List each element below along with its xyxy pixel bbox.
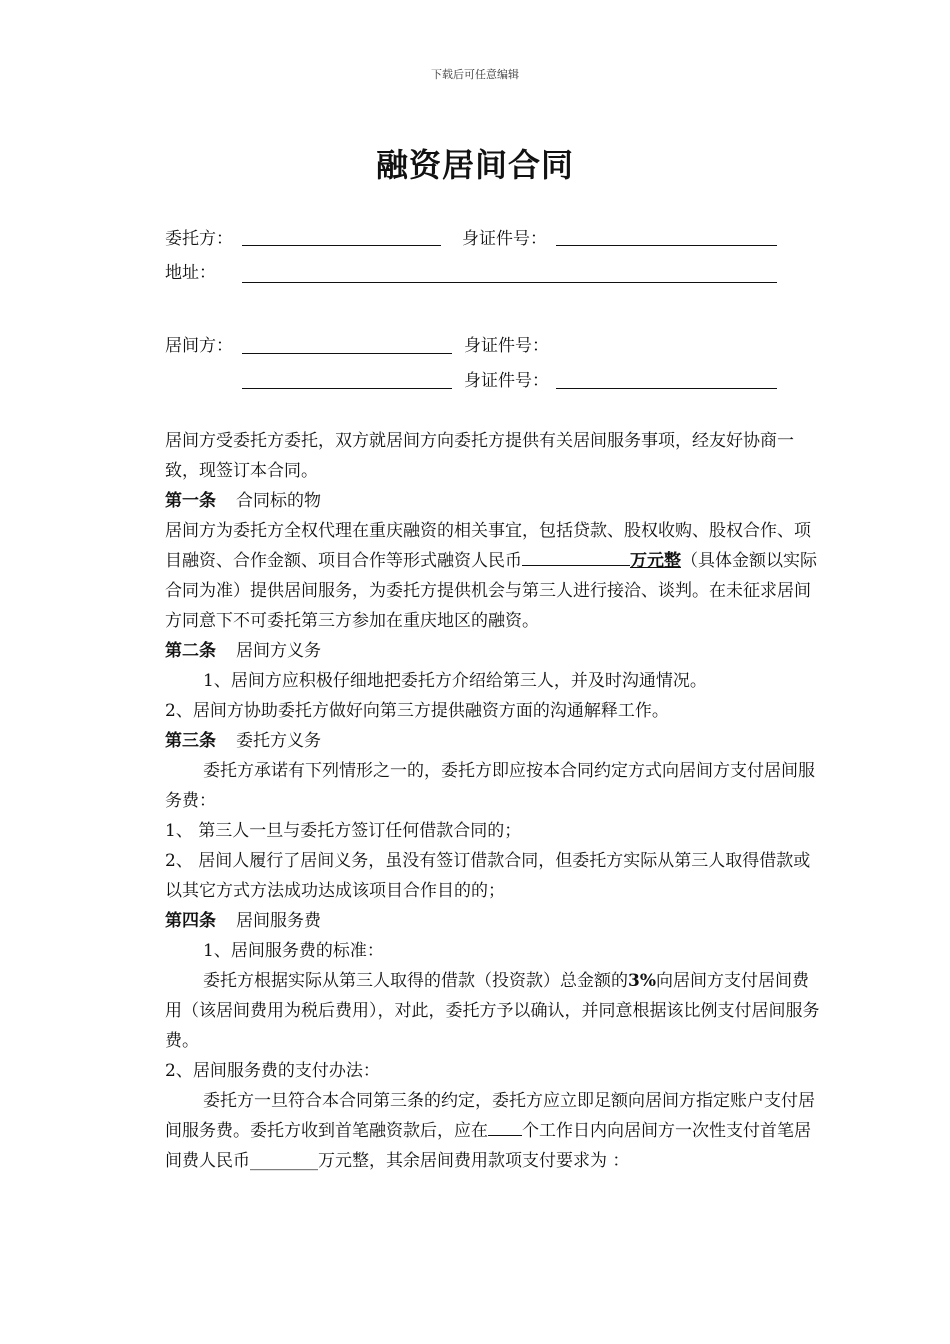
- broker-label: 居间方：: [165, 336, 233, 356]
- broker-id-label: 身证件号：: [464, 336, 549, 356]
- article-3-heading: 第三条 委托方义务: [165, 731, 321, 751]
- address-blank[interactable]: [242, 282, 777, 283]
- address-label: 地址：: [165, 263, 216, 283]
- article-3-intro: 委托方承诺有下列情形之一的，委托方即应按本合同约定方式向居间方支付居间服务费：: [165, 761, 815, 811]
- contract-body: [165, 426, 825, 1176]
- amount-blank[interactable]: [522, 547, 630, 566]
- client-id-blank[interactable]: [556, 245, 777, 246]
- article-4-heading: 第四条 居间服务费: [165, 911, 321, 931]
- article-2-item-1: 1、居间方应积极仔细地把委托方介绍给第三人，并及时沟通情况。: [203, 671, 707, 691]
- client-id-label: 身证件号：: [462, 229, 547, 249]
- broker-name-blank[interactable]: [242, 353, 452, 354]
- article-3-item-2: 2、 居间人履行了居间义务，虽没有签订借款合同，但委托方实际从第三人取得借款或以其它方式方法成功达成该项目合作目的的；: [165, 851, 811, 901]
- intro-paragraph: 居间方受委托方委托，双方就居间方向委托方提供有关居间服务事项，经友好协商一致，现签订本合同。: [165, 431, 794, 481]
- article-1-heading: 第一条 合同标的物: [165, 491, 321, 511]
- article-4-payment: 委托方一旦符合本合同第三条的约定，委托方应立即足额向居间方指定账户支付居间服务费。委托方收到首笔融资款后，应在 个工作日内向居间方一次性支付首笔居间费人民币________万元整，其余居间费用款项支付要求为 ：: [165, 1091, 815, 1171]
- workday-blank[interactable]: [488, 1117, 522, 1136]
- contract-title: 融资居间合同: [375, 146, 574, 184]
- page-header-note: 下载后可任意编辑: [431, 68, 519, 81]
- client-name-blank[interactable]: [242, 245, 441, 246]
- article-2-heading: 第二条 居间方义务: [165, 641, 321, 661]
- article-2-item-2: 2、居间方协助委托方做好向第三方提供融资方面的沟通解释工作。: [165, 701, 669, 721]
- first-fee-blank[interactable]: ________: [250, 1151, 318, 1171]
- fee-rate: 3%: [628, 971, 656, 991]
- article-4-standard: 委托方根据实际从第三人取得的借款（投资款）总金额的3%向居间方支付居间费用（该居间费用为税后费用），对此，委托方予以确认，并同意根据该比例支付居间服务费。: [165, 971, 820, 1051]
- broker-id-blank-2[interactable]: [556, 388, 777, 389]
- amount-unit: 万元整: [630, 551, 681, 571]
- article-3-item-1: 1、 第三人一旦与委托方签订任何借款合同的；: [165, 821, 522, 841]
- broker-name-blank-2[interactable]: [242, 388, 452, 389]
- article-4-sub-1: 1、居间服务费的标准：: [203, 941, 384, 961]
- article-1-text: 居间方为委托方全权代理在重庆融资的相关事宜，包括贷款、股权收购、股权合作、项目融资、合作金额、项目合作等形式融资人民币 万元整（具体金额以实际合同为准）提供居间服务，为委托方提供机会与第三人进行接洽、谈判。在未征求居间方同意下不可委托第三方参加在重庆地区的融资。: [165, 521, 817, 631]
- broker-id-label-2: 身证件号：: [464, 371, 549, 391]
- article-4-sub-2: 2、居间服务费的支付办法：: [165, 1061, 380, 1081]
- client-label: 委托方：: [165, 229, 233, 249]
